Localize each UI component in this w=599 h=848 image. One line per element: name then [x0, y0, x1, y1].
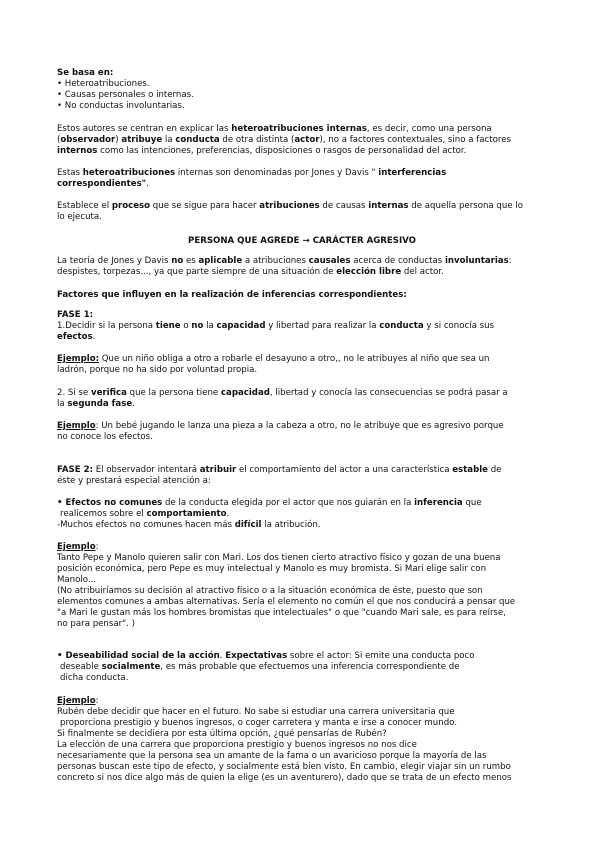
- text: deseable: [60, 662, 102, 672]
- example-mari: [57, 542, 547, 630]
- paragraph-proceso: [57, 201, 547, 223]
- bold-text: atribuir: [199, 465, 237, 475]
- example-label: Ejemplo: [57, 421, 96, 431]
- bold-text: verifica: [91, 388, 127, 398]
- bold-text: involuntarias: [444, 256, 509, 266]
- bullet: •: [57, 651, 66, 661]
- bold-text: causales: [308, 256, 351, 266]
- bold-text: inferencia: [414, 498, 463, 508]
- text: personas buscan este tipo de efecto, y socialmente está bien visto. En cambio, elegir viajar sin un rumbo: [57, 762, 511, 772]
- text: y si conocía sus: [423, 321, 495, 331]
- bold-text: Efectos no comunes: [65, 498, 163, 508]
- bold-text: capacidad: [220, 388, 270, 398]
- bold-text: internas: [368, 201, 409, 211]
- heading-text: Factores que influyen en la realización de inferencias correspondientes:: [57, 290, 407, 300]
- example-ruben: [57, 696, 547, 784]
- efectos-no-comunes: [57, 498, 547, 531]
- text: concreto si nos dice algo más de quien la elige (es un aventurero), dado que se trata de un efecto menos: [57, 773, 512, 783]
- text: despistes, torpezas..., ya que parte siempre de una situación de: [57, 267, 337, 277]
- text: la: [203, 321, 217, 331]
- bold-text: Expectativas: [225, 651, 288, 661]
- heading-text: FASE 2:: [57, 465, 94, 475]
- fase-2-block: [57, 465, 547, 487]
- bold-text: no: [171, 256, 184, 266]
- text: elementos comunes a ambas alternativas. Sería el elemento no común el que nos conducirá a pensar que: [57, 597, 516, 607]
- text: proporciona prestigio y buenos ingresos, o coger carretera y manta e irse a conocer mundo.: [60, 718, 457, 728]
- text: Estas: [57, 168, 83, 178]
- text: (No atribuiríamos su decisión al atractivo físico o a la situación económica de éste, puesto que son: [57, 586, 483, 596]
- text: :: [95, 696, 99, 706]
- text: a atribuciones: [242, 256, 309, 266]
- text: Si finalmente se decidiera por esta última opción, ¿qué pensarías de Rubén?: [57, 729, 387, 739]
- bold-text: atribuye: [121, 135, 163, 145]
- text: acerca de conductas: [350, 256, 445, 266]
- bold-text: proceso: [111, 201, 151, 211]
- bold-text: Deseabilidad social de la acción: [65, 651, 220, 661]
- text: :: [95, 542, 99, 552]
- text: lo ejecuta.: [57, 212, 102, 222]
- text: sobre el actor: Si emite una conducta poco: [287, 651, 475, 661]
- text: , es más probable que efectuemos una inferencia correspondiente de: [160, 662, 460, 672]
- example-label: Ejemplo:: [57, 354, 100, 364]
- se-basa-title: Se basa en:: [57, 68, 114, 78]
- bold-text: estable: [452, 465, 488, 475]
- list-item: • Causas personales o internas.: [57, 90, 194, 100]
- text: internas son denominadas por Jones y Davis ": [175, 168, 379, 178]
- fase-1-step-1: [57, 321, 547, 343]
- text: .: [92, 332, 96, 342]
- text: de aquella persona que lo: [408, 201, 523, 211]
- text: es: [183, 256, 199, 266]
- text: ): [115, 135, 122, 145]
- text: que se sigue para hacer: [150, 201, 260, 211]
- text: Rubén debe decidir que hacer en el futuro. No sabe si estudiar una carrera universitaria que: [57, 707, 455, 717]
- heading-text: PERSONA QUE AGREDE → CARÁCTER AGRESIVO: [188, 236, 416, 246]
- text: Que un niño obliga a otro a robarle el desayuno a otro,, no le atribuyes al niño que sea un: [99, 354, 490, 364]
- text: .: [146, 179, 149, 189]
- text: que: [462, 498, 482, 508]
- text: como las intenciones, preferencias, disposiciones o rasgos de personalidad del actor.: [97, 146, 467, 156]
- text: de: [488, 465, 502, 475]
- text: la: [57, 399, 68, 409]
- fase-1-example-1: [57, 354, 547, 376]
- text: Estos autores se centran en explicar las: [57, 124, 232, 134]
- text: de otra distinta (: [219, 135, 295, 145]
- bold-text: heteroatribuciones: [82, 168, 176, 178]
- text: , libertad y conocía las consecuencias se podrá pasar a: [269, 388, 508, 398]
- text: que la persona tiene: [126, 388, 221, 398]
- bold-text: actor: [294, 135, 320, 145]
- text: El observador intentará: [93, 465, 200, 475]
- list-item: • Heteroatribuciones.: [57, 79, 150, 89]
- paragraph-heteroatribuciones: [57, 124, 547, 157]
- bold-text: no: [191, 321, 204, 331]
- bold-text: internos: [57, 146, 98, 156]
- bold-text: atribuciones: [259, 201, 320, 211]
- text: La elección de una carrera que proporciona prestigio y buenos ingresos no nos dice: [57, 740, 417, 750]
- factores-heading: [57, 290, 547, 301]
- bold-text: socialmente: [101, 662, 161, 672]
- text: (: [57, 135, 61, 145]
- list-item: • No conductas involuntarias.: [57, 101, 185, 111]
- text: la atribución.: [261, 520, 321, 530]
- bold-text: elección libre: [336, 267, 402, 277]
- fase-1-example-2: [57, 421, 547, 443]
- text: y libertad para realizar la: [265, 321, 380, 331]
- text: dicha conducta.: [60, 673, 129, 683]
- text: ladrón, porque no ha sido por voluntad propia.: [57, 365, 258, 375]
- example-label: Ejemplo: [57, 696, 96, 706]
- heading-text: FASE 1:: [57, 310, 94, 320]
- bold-text: aplicable: [198, 256, 243, 266]
- bullet: •: [57, 498, 66, 508]
- text: realicemos sobre el: [60, 509, 147, 519]
- text: el comportamiento del actor a una característica: [236, 465, 453, 475]
- bold-text: correspondientes": [57, 179, 147, 189]
- text: posición económica, pero Pepe es muy intelectual y Manolo es muy bromista. Si Mari elige salir con: [57, 564, 487, 574]
- paragraph-aplicable: [57, 256, 547, 278]
- text: ), no a factores contextuales, sino a factores: [319, 135, 511, 145]
- bold-text: observador: [60, 135, 116, 145]
- se-basa-en-block: [57, 68, 547, 112]
- text: de la conducta elegida por el actor que nos guiarán en la: [162, 498, 415, 508]
- text: : Un bebé jugando le lanza una pieza a la cabeza a otro, no le atribuye que es agresivo porque: [95, 421, 504, 431]
- bold-text: comportamiento: [146, 509, 227, 519]
- text: Manolo...: [57, 575, 97, 585]
- text: :: [508, 256, 512, 266]
- text: , es decir, como una persona: [366, 124, 492, 134]
- text: 2. Si se: [57, 388, 92, 398]
- text: Establece el: [57, 201, 112, 211]
- text: la: [162, 135, 176, 145]
- text: o: [180, 321, 192, 331]
- text: La teoría de Jones y Davis: [57, 256, 172, 266]
- text: de causas: [319, 201, 369, 211]
- text: no para pensar". ): [57, 619, 135, 629]
- deseabilidad-social: [57, 651, 547, 684]
- text: no conoce los efectos.: [57, 432, 153, 442]
- bold-text: conducta: [379, 321, 424, 331]
- text: del actor.: [401, 267, 444, 277]
- fase-1-step-2: [57, 388, 547, 410]
- paragraph-interferencias: [57, 168, 547, 190]
- bold-text: efectos: [57, 332, 93, 342]
- bold-text: heteroatribuciones internas: [231, 124, 367, 134]
- bold-text: tiene: [155, 321, 181, 331]
- text: éste y prestará especial atención a:: [57, 476, 211, 486]
- text: necesariamente que la persona sea un amante de la fama o un avaricioso porque la mayoría de las: [57, 751, 487, 761]
- text: "a Mari le gustan más los hombres bromistas que intelectuales" o que "cuando Mari sale, es para reírse,: [57, 608, 507, 618]
- text: .: [132, 399, 135, 409]
- example-label: Ejemplo: [57, 542, 96, 552]
- text: .: [226, 509, 230, 519]
- bold-text: conducta: [175, 135, 220, 145]
- bold-text: difícil: [234, 520, 262, 530]
- bold-text: interferencias: [378, 168, 447, 178]
- text: .: [219, 651, 226, 661]
- text: -Muchos efectos no comunes hacen más: [57, 520, 235, 530]
- text: Tanto Pepe y Manolo quieren salir con Mari. Los dos tienen cierto atractivo físico y gozan de una buena: [57, 553, 501, 563]
- bold-text: segunda fase: [67, 399, 133, 409]
- text: 1.Decidir si la persona: [57, 321, 156, 331]
- bold-text: capacidad: [216, 321, 266, 331]
- fase-1-title: [57, 310, 547, 321]
- section-heading: [57, 236, 547, 247]
